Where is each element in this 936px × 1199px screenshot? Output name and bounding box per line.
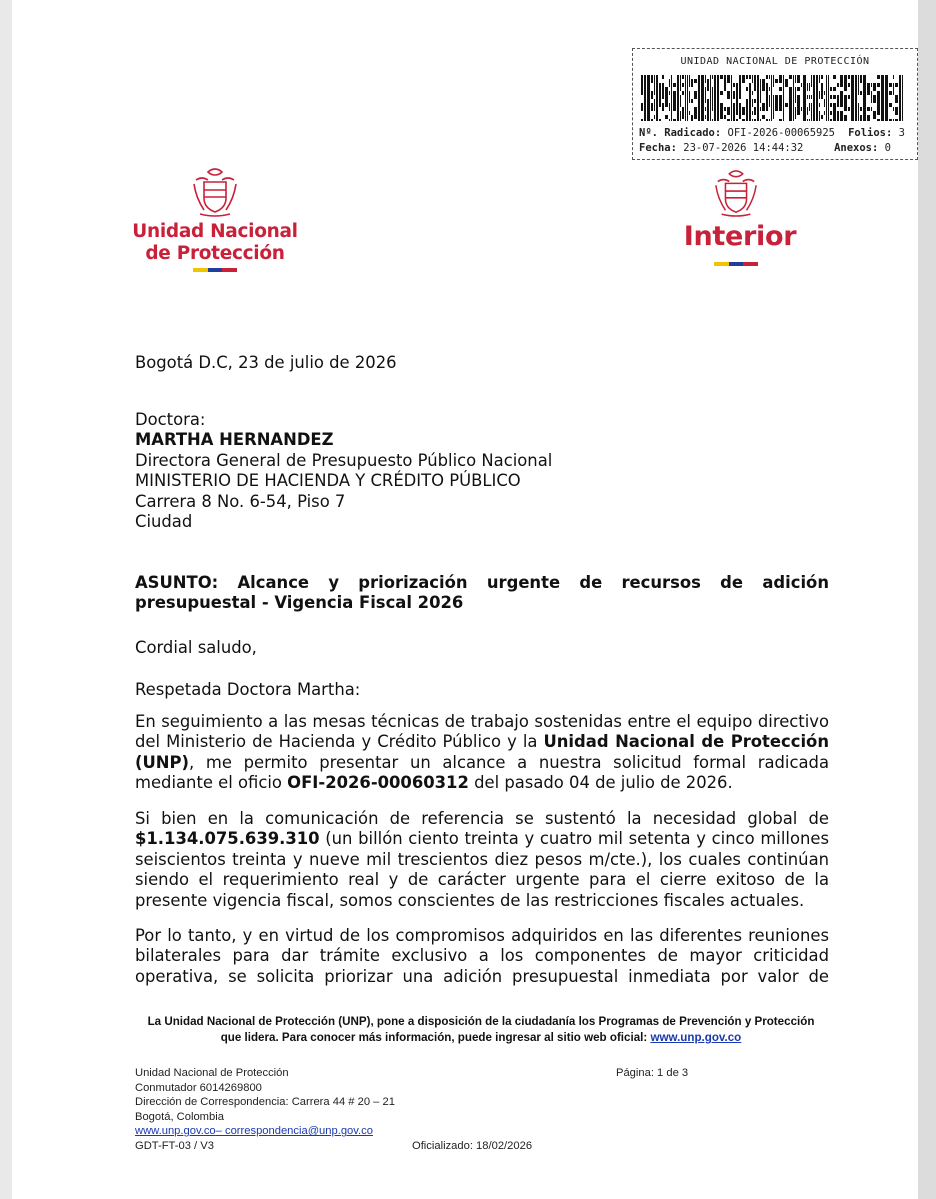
unp-flag-stripe (193, 268, 237, 272)
footer-email-link[interactable] (216, 1125, 373, 1137)
recipient-name: MARTHA HERNANDEZ (135, 430, 334, 450)
stamp-title: UNIDAD NACIONAL DE PROTECCIÓN (680, 56, 870, 67)
fecha-label: Fecha: (639, 142, 677, 154)
footer-page-number: Página: 1 de 3 (616, 1067, 689, 1079)
footer-contact (135, 1066, 395, 1154)
p1-line (135, 773, 829, 793)
unp-logo-line2: de Protección (145, 243, 285, 264)
folios (848, 127, 905, 139)
opening: Respetada Doctora Martha: (135, 680, 361, 699)
anexos-value: 0 (884, 142, 891, 154)
p3-line: operativa, se solicita priorizar una adición presupuestal inmediata por valor de (135, 966, 829, 986)
p2-bold-amount: $1.134.075.639.310 (135, 829, 320, 849)
recipient-city: Ciudad (135, 512, 193, 532)
colombia-coat-of-arms-icon (190, 166, 240, 218)
footer-note-line1: La Unidad Nacional de Protección (UNP), pone a disposición de la ciudadanía los Programas de Prevención y Protección (147, 1015, 815, 1028)
p1-line (135, 753, 829, 773)
p1-text: , me permito presentar un alcance a nuestra solicitud formal radicada (189, 752, 829, 772)
stamp-fecha-row (639, 142, 897, 154)
recipient-role: Directora General de Presupuesto Público Nacional (135, 450, 553, 470)
interior-flag-stripe (714, 262, 758, 266)
footer-link-separator: – (215, 1125, 225, 1138)
p2-line: seiscientos treinta y nueve mil trescientos diez pesos m/cte.), los cuales continúan (135, 849, 829, 869)
p2-text: (un billón ciento treinta y cuatro mil setenta y cinco millones (319, 829, 829, 849)
subject (135, 573, 829, 614)
p1-text: del Ministerio de Hacienda y Crédito Público y la (135, 732, 544, 752)
radicado-stamp (632, 48, 918, 160)
subject-line2: presupuestal - Vigencia Fiscal 2026 (135, 593, 464, 613)
page-edge (918, 0, 936, 1199)
fecha-value: 23-07-2026 14:44:32 (683, 142, 804, 154)
p1-line: En seguimiento a las mesas técnicas de trabajo sostenidas entre el equipo directivo (135, 712, 829, 731)
subject-line1: ASUNTO: Alcance y priorización urgente de recursos de adición (135, 573, 829, 592)
p2-line: Si bien en la comunicación de referencia se sustentó la necesidad global de (135, 809, 829, 828)
paragraph-1 (135, 712, 829, 794)
colombia-coat-of-arms-icon (712, 168, 760, 218)
footer-note-line2 (128, 1030, 834, 1046)
p3-line: bilaterales para dar trámite exclusivo a los componentes de mayor criticidad (135, 946, 829, 966)
footer-note (128, 1014, 834, 1046)
unp-logo-text (120, 221, 310, 265)
recipient-address: Carrera 8 No. 6-54, Piso 7 (135, 491, 346, 511)
folios-label: Folios: (848, 127, 893, 139)
footer-conmutador: Conmutador 6014269800 (135, 1081, 262, 1094)
greeting: Cordial saludo, (135, 638, 257, 657)
recipient-org: MINISTERIO DE HACIENDA Y CRÉDITO PÚBLICO (135, 471, 521, 491)
p3-line: Por lo tanto, y en virtud de los compromisos adquiridos en las diferentes reuniones (135, 926, 829, 945)
interior-logo-text: Interior (683, 221, 797, 252)
folios-value: 3 (898, 127, 905, 139)
p1-line (135, 732, 829, 752)
footer-web-link[interactable]: www.unp.gov.co (135, 1125, 216, 1138)
footer-email-text: correspondencia@unp.gov.co (224, 1125, 373, 1138)
p2-line: presente vigencia fiscal, somos conscientes de las restricciones fiscales actuales. (135, 890, 805, 910)
paragraph-2 (135, 809, 829, 911)
p1-bold-acronym: (UNP) (135, 752, 190, 772)
stamp-radicado-row (639, 127, 911, 139)
footer-oficializado: Oficializado: 18/02/2026 (412, 1140, 533, 1152)
p1-text: del pasado 04 de julio de 2026. (468, 773, 733, 793)
footer-ciudad: Bogotá, Colombia (135, 1110, 224, 1123)
footer-org: Unidad Nacional de Protección (135, 1067, 289, 1079)
radicado-label: Nº. Radicado: (639, 127, 722, 139)
footer-links (135, 1124, 395, 1139)
paragraph-3 (135, 926, 829, 987)
p1-bold-oficio: OFI-2026-00060312 (287, 773, 469, 793)
unp-website-link[interactable]: www.unp.gov.co (650, 1031, 742, 1044)
footer-code: GDT-FT-03 / V3 (135, 1139, 214, 1152)
anexos (834, 142, 891, 154)
p1-text: mediante el oficio (135, 773, 288, 793)
footer-direccion: Dirección de Correspondencia: Carrera 44 # 20 – 21 (135, 1096, 395, 1109)
footer-note-text: que lidera. Para conocer más información, puede ingresar al sitio web oficial: (220, 1031, 651, 1044)
place-date: Bogotá D.C, 23 de julio de 2026 (135, 353, 397, 372)
p2-line: siendo el requerimiento real y de carácter urgente para el cierre exitoso de la (135, 870, 829, 890)
anexos-label: Anexos: (834, 142, 879, 154)
p1-bold-unp: Unidad Nacional de Protección (543, 732, 829, 752)
recipient-block (135, 410, 552, 532)
barcode-image (641, 75, 903, 121)
unp-logo-line1: Unidad Nacional (132, 221, 298, 242)
recipient-title: Doctora: (135, 410, 206, 429)
radicado-value: OFI-2026-00065925 (727, 127, 835, 139)
p2-line (135, 829, 829, 849)
